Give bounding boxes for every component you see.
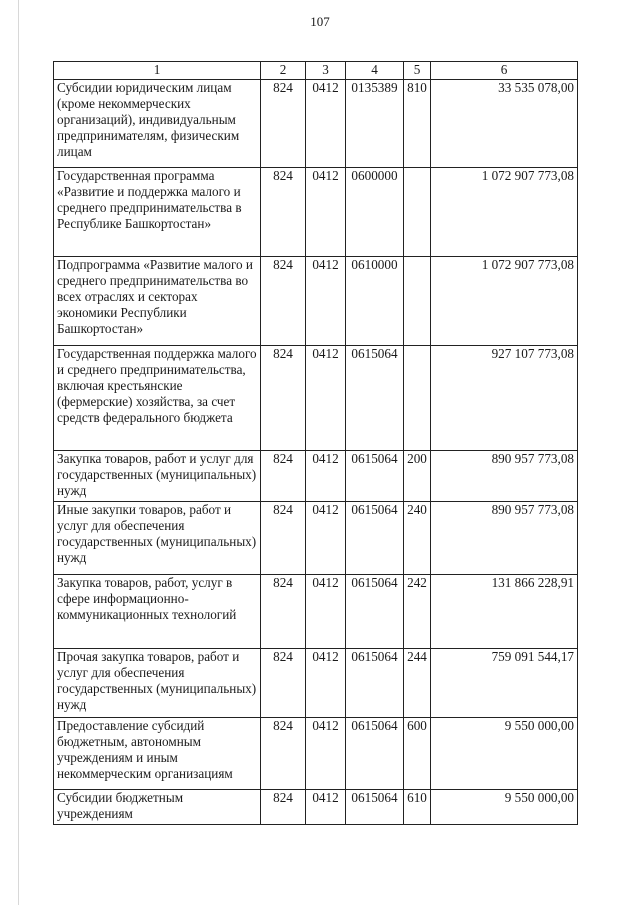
target-item-cell: 0615064: [346, 718, 404, 790]
column-header: 2: [261, 62, 306, 80]
item-name-cell: Государственная поддержка малого и среднего предпринимательства, включая крестьянские (фермерские) хозяйства, за счет средств федерального бюджета: [54, 346, 261, 451]
amount-cell: 890 957 773,08: [431, 502, 578, 575]
target-item-cell: 0600000: [346, 168, 404, 257]
page-number: 107: [310, 14, 330, 29]
target-item-cell: 0615064: [346, 575, 404, 649]
section-code-cell: 0412: [306, 790, 346, 825]
table-row: [54, 168, 578, 257]
column-header: 6: [431, 62, 578, 80]
amount-cell: 759 091 544,17: [431, 649, 578, 718]
header-row: [54, 62, 578, 80]
ministry-code-cell: 824: [261, 790, 306, 825]
section-code-cell: 0412: [306, 451, 346, 502]
column-header: 3: [306, 62, 346, 80]
section-code-cell: 0412: [306, 575, 346, 649]
table-row: [54, 575, 578, 649]
item-name-cell: Государственная программа «Развитие и поддержка малого и среднего предпринимательства в Республике Башкортостан»: [54, 168, 261, 257]
table-row: [54, 718, 578, 790]
target-item-cell: 0610000: [346, 257, 404, 346]
section-code-cell: 0412: [306, 257, 346, 346]
target-item-cell: 0615064: [346, 790, 404, 825]
table-row: [54, 649, 578, 718]
item-name-cell: Закупка товаров, работ и услуг для государственных (муниципальных) нужд: [54, 451, 261, 502]
target-item-cell: 0615064: [346, 502, 404, 575]
expense-type-cell: [404, 257, 431, 346]
item-name-cell: Субсидии бюджетным учреждениям: [54, 790, 261, 825]
amount-cell: 1 072 907 773,08: [431, 168, 578, 257]
column-header: 1: [54, 62, 261, 80]
table-row: [54, 502, 578, 575]
ministry-code-cell: 824: [261, 649, 306, 718]
expense-type-cell: 810: [404, 80, 431, 168]
amount-cell: 9 550 000,00: [431, 718, 578, 790]
expense-type-cell: 610: [404, 790, 431, 825]
ministry-code-cell: 824: [261, 168, 306, 257]
table-row: [54, 257, 578, 346]
item-name-cell: Предоставление субсидий бюджетным, автономным учреждениям и иным некоммерческим организациям: [54, 718, 261, 790]
target-item-cell: 0615064: [346, 451, 404, 502]
amount-cell: 33 535 078,00: [431, 80, 578, 168]
amount-cell: 927 107 773,08: [431, 346, 578, 451]
item-name-cell: Подпрограмма «Развитие малого и среднего предпринимательства во всех отраслях и секторах экономики Республики Башкортостан»: [54, 257, 261, 346]
ministry-code-cell: 824: [261, 257, 306, 346]
amount-cell: 1 072 907 773,08: [431, 257, 578, 346]
item-name-cell: Закупка товаров, работ, услуг в сфере информационно-коммуникационных технологий: [54, 575, 261, 649]
ministry-code-cell: 824: [261, 451, 306, 502]
section-code-cell: 0412: [306, 649, 346, 718]
section-code-cell: 0412: [306, 346, 346, 451]
amount-cell: 131 866 228,91: [431, 575, 578, 649]
target-item-cell: 0615064: [346, 346, 404, 451]
ministry-code-cell: 824: [261, 80, 306, 168]
column-header: 4: [346, 62, 404, 80]
amount-cell: 890 957 773,08: [431, 451, 578, 502]
table-row: [54, 790, 578, 825]
section-code-cell: 0412: [306, 168, 346, 257]
item-name-cell: Иные закупки товаров, работ и услуг для обеспечения государственных (муниципальных) нужд: [54, 502, 261, 575]
expense-type-cell: 244: [404, 649, 431, 718]
target-item-cell: 0135389: [346, 80, 404, 168]
table-row: [54, 451, 578, 502]
expense-type-cell: [404, 346, 431, 451]
section-code-cell: 0412: [306, 718, 346, 790]
expense-type-cell: 240: [404, 502, 431, 575]
ministry-code-cell: 824: [261, 718, 306, 790]
expense-type-cell: 600: [404, 718, 431, 790]
expense-type-cell: 200: [404, 451, 431, 502]
budget-table: [53, 61, 578, 825]
table-row: [54, 80, 578, 168]
target-item-cell: 0615064: [346, 649, 404, 718]
ministry-code-cell: 824: [261, 575, 306, 649]
item-name-cell: Субсидии юридическим лицам (кроме некоммерческих организаций), индивидуальным предпринимателям, физическим лицам: [54, 80, 261, 168]
ministry-code-cell: 824: [261, 346, 306, 451]
amount-cell: 9 550 000,00: [431, 790, 578, 825]
ministry-code-cell: 824: [261, 502, 306, 575]
expense-type-cell: [404, 168, 431, 257]
expense-type-cell: 242: [404, 575, 431, 649]
table-body: [54, 80, 578, 825]
item-name-cell: Прочая закупка товаров, работ и услуг для обеспечения государственных (муниципальных) нужд: [54, 649, 261, 718]
table-row: [54, 346, 578, 451]
scan-edge-line: [18, 0, 19, 905]
section-code-cell: 0412: [306, 502, 346, 575]
section-code-cell: 0412: [306, 80, 346, 168]
column-header: 5: [404, 62, 431, 80]
